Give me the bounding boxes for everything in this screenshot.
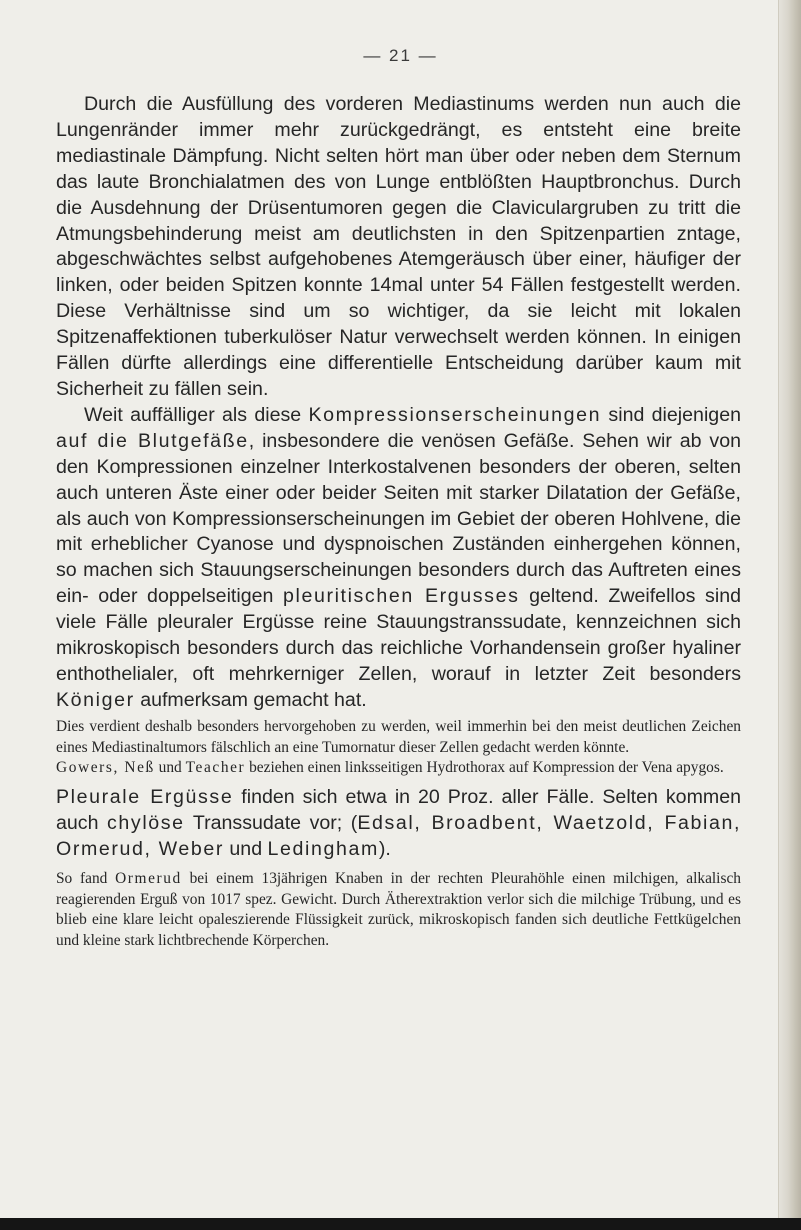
text-segment: So fand <box>56 869 116 887</box>
page-number: — 21 — <box>363 46 438 65</box>
text-segment: bei einem 13jährigen Knaben in der rechten Pleurahöhle einen milchigen, alkalisch reagierenden Erguß von 1017 spez. Gewicht. Durch Ätherextraktion verlor sich die milchige Trübung, und es blieb eine klare leicht opaleszierende Flüssigkeit zurück, mikroskopisch fanden sich deutliche Fettkügelchen und kleine stark lichtbrechende Körperchen. <box>56 869 741 950</box>
small-note-1 <box>56 717 741 759</box>
text-segment: sind diejenigen <box>601 403 741 426</box>
paragraph-2 <box>56 403 741 714</box>
text-segment: Transsudate vor; ( <box>184 812 358 835</box>
text-segment: Dies verdient deshalb besonders hervorgehoben zu werden, weil immerhin bei den meist deutlichen Zeichen eines Mediastinaltumors fälschlich an eine Tumornatur dieser Zellen gedacht werden könnte. <box>56 717 741 756</box>
text-segment: finden sich etwa in 20 Proz. aller Fälle. Selten kommen auch <box>56 786 742 835</box>
spaced-term: Ormerud <box>115 869 182 887</box>
spaced-term: Kompressionserscheinungen <box>308 403 602 426</box>
book-page-edge <box>778 0 801 1230</box>
paragraph-1 <box>56 92 741 403</box>
text-segment: , insbesondere die venösen Gefäße. Sehen wir ab von den Kompressionen einzelner Interkostalvenen besonders der oberen, selten auch unteren Äste einer oder beider Seiten mit starker Dilatation der Gefäße, als auch von Kompressionserscheinungen im Gebiet der oberen Hohlvene, die mit erheblicher Cyanose und dyspnoischen Zuständen einhergehen können, so machen sich Stauungserscheinungen besonders durch das Auftreten eines ein- oder doppelseitigen <box>56 429 741 608</box>
page-body <box>56 92 741 952</box>
paragraph-1-text: Durch die Ausfüllung des vorderen Mediastinums werden nun auch die Lungenränder immer mehr zurückgedrängt, es entsteht eine breite mediastinale Dämpfung. Nicht selten hört man über oder neben dem Sternum das laute Bronchialatmen des von Lunge entblößten Hauptbronchus. Durch die Ausdehnung der Drüsentumoren gegen die Claviculargruben zu tritt die Atmungsbehinderung meist am deutlichsten in den Spitzenpartien zntage, abgeschwächtes selbst aufgehobenes Atemgeräusch über einer, häufiger der linken, oder beiden Spitzen konnte 14mal unter 54 Fällen festgestellt werden. Diese Verhältnisse sind um so wichtiger, da sie leicht mit lokalen Spitzenaffektionen tuberkulöser Natur verwechselt werden können. In einigen Fällen dürfte allerdings eine differentielle Entscheidung darüber kaum mit Sicherheit zu fällen sein. <box>56 93 741 400</box>
spaced-term: Teacher <box>185 759 246 777</box>
spaced-term: Gowers, Neß <box>56 759 155 777</box>
scan-bottom-border <box>0 1218 801 1230</box>
spaced-term: Edsal, Broadbent, Waetzold, Fabian, Ormerud, Weber <box>56 812 741 860</box>
spaced-term: Pleurale Ergüsse <box>56 786 234 809</box>
text-segment: geltend. Zweifellos sind viele Fälle pleuraler Ergüsse reine Stauungstranssudate, kennzeichnen sich mikroskopisch besonders durch das reichliche Vorhandensein großer hyaliner enthothelialer, oft mehrkerniger Zellen, worauf in letzter Zeit besonders <box>56 585 742 685</box>
small-note-3 <box>56 869 741 952</box>
text-segment: ). <box>378 837 391 860</box>
spaced-term: chylöse <box>107 812 185 835</box>
paragraph-3 <box>56 785 741 863</box>
text-segment: und <box>223 837 268 860</box>
spaced-term: auf die Blutgefäße <box>56 429 249 452</box>
text-segment: beziehen einen linksseitigen Hydrothorax auf Kompression der Vena apygos. <box>245 759 724 777</box>
text-segment: aufmerksam gemacht hat. <box>134 688 367 711</box>
text-segment: und <box>154 759 186 777</box>
spaced-term: pleuritischen Ergusses <box>283 585 520 608</box>
spaced-term: Ledingham <box>267 837 379 860</box>
text-segment: Weit auffälliger als diese <box>84 403 309 426</box>
spaced-term: Königer <box>56 688 135 711</box>
small-note-2 <box>56 758 741 779</box>
